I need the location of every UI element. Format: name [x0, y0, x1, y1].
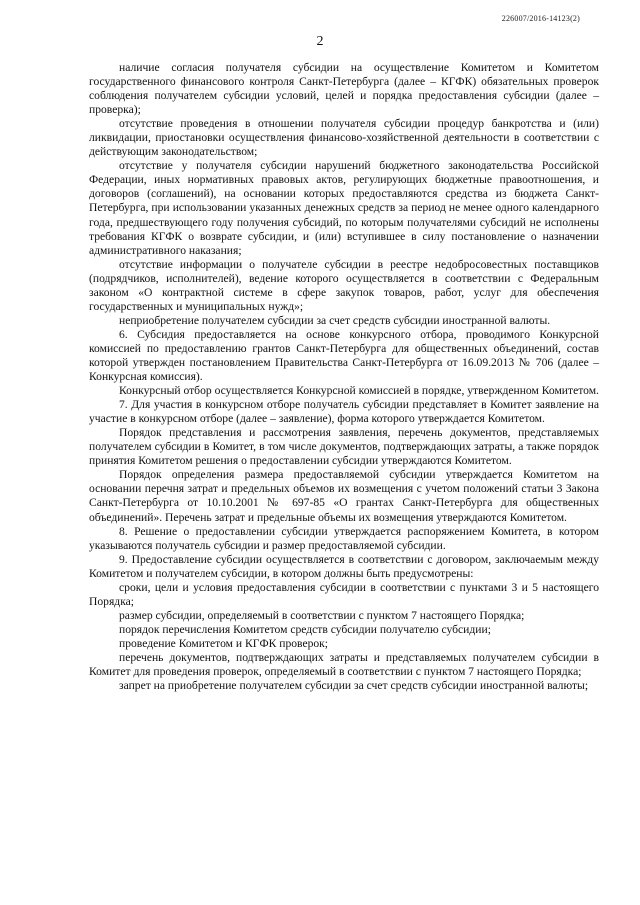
document-body	[89, 61, 599, 693]
paragraph: наличие согласия получателя субсидии на осуществление Комитетом и Комитетом государственного финансового контроля Санкт-Петербурга (далее – КГФК) обязательных проверок соблюдения получателем субсидии условий, целей и порядка предоставления субсидии (далее – проверка);	[89, 61, 599, 117]
paragraph: 6. Субсидия предоставляется на основе конкурсного отбора, проводимого Конкурсной комиссией по предоставлению грантов Санкт-Петербурга для общественных объединений, состав которой утвержден постановлением Правительства Санкт-Петербурга от 16.09.2013 № 706 (далее – Конкурсная комиссия).	[89, 327, 599, 384]
paragraph: проведение Комитетом и КГФК проверок;	[119, 636, 329, 650]
page-number: 2	[316, 34, 324, 49]
paragraph: отсутствие проведения в отношении получателя субсидии процедур банкротства и (или) ликвидации, приостановки осуществления финансово-хозяйственной деятельности в соответствии с действующим законодательством;	[89, 117, 599, 159]
paragraph: неприобретение получателем субсидии за счет средств субсидии иностранной валюты.	[119, 313, 551, 327]
paragraph: Порядок представления и рассмотрения заявления, перечень документов, представляемых получателем субсидии в Комитет, в том числе документов, подтверждающих затраты, а также порядок принятия Комитетом решения о предоставлении субсидии утверждаются Комитетом.	[89, 426, 599, 468]
paragraph: отсутствие информации о получателе субсидии в реестре недобросовестных поставщиков (подрядчиков, исполнителей), ведение которого осуществляется в соответствии с Федеральным законом «О контрактной системе в сфере закупок товаров, работ, услуг для обеспечения государственных и муниципальных нужд»;	[89, 257, 599, 313]
paragraph: запрет на приобретение получателем субсидии за счет средств субсидии иностранной валюты;	[119, 679, 589, 693]
paragraph: Конкурсный отбор осуществляется Конкурсной комиссией в порядке, утвержденном Комитетом.	[119, 384, 599, 398]
paragraph: сроки, цели и условия предоставления субсидии в соответствии с пунктами 3 и 5 настоящего Порядка;	[89, 580, 599, 608]
paragraph: размер субсидии, определяемый в соответствии с пунктом 7 настоящего Порядка;	[119, 608, 525, 622]
paragraph: 9. Предоставление субсидии осуществляется в соответствии с договором, заключаемым между Комитетом и получателем субсидии, в котором должны быть предусмотрены:	[89, 552, 599, 580]
document-id: 226007/2016-14123(2)	[501, 14, 580, 23]
paragraph: 8. Решение о предоставлении субсидии утверждается распоряжением Комитета, в котором указываются получатель субсидии и размер предоставляемой субсидии.	[89, 524, 599, 552]
paragraph: 7. Для участия в конкурсном отборе получатель субсидии представляет в Комитет заявление на участие в конкурсном отборе (далее – заявление), форма которого утверждается Комитетом.	[89, 398, 599, 426]
paragraph: порядок перечисления Комитетом средств субсидии получателю субсидии;	[119, 622, 491, 636]
paragraph: отсутствие у получателя субсидии нарушений бюджетного законодательства Российской Федерации, иных нормативных правовых актов, регулирующих бюджетные правоотношения, и договоров (соглашений), на основании которых предоставляются средства из бюджета Санкт-Петербурга, при использовании указанных денежных средств за период не менее одного календарного года, предшествующего году получения субсидий, по которым получателями субсидий не исполнены требования КГФК о возврате субсидии, и (или) вступившее в силу постановление о назначении административного наказания;	[89, 159, 599, 257]
paragraph: Порядок определения размера предоставляемой субсидии утверждается Комитетом на основании перечня затрат и предельных объемов их возмещения с учетом положений статьи 3 Закона Санкт-Петербурга от 10.10.2001 № 697-85 «О грантах Санкт-Петербурга для общественных объединений». Перечень затрат и предельные объемы их возмещения утверждаются Комитетом.	[89, 468, 599, 524]
paragraph: перечень документов, подтверждающих затраты и представляемых получателем субсидии в Комитет для проведения проверок, определяемый в соответствии с пунктом 7 настоящего Порядка;	[89, 650, 599, 679]
